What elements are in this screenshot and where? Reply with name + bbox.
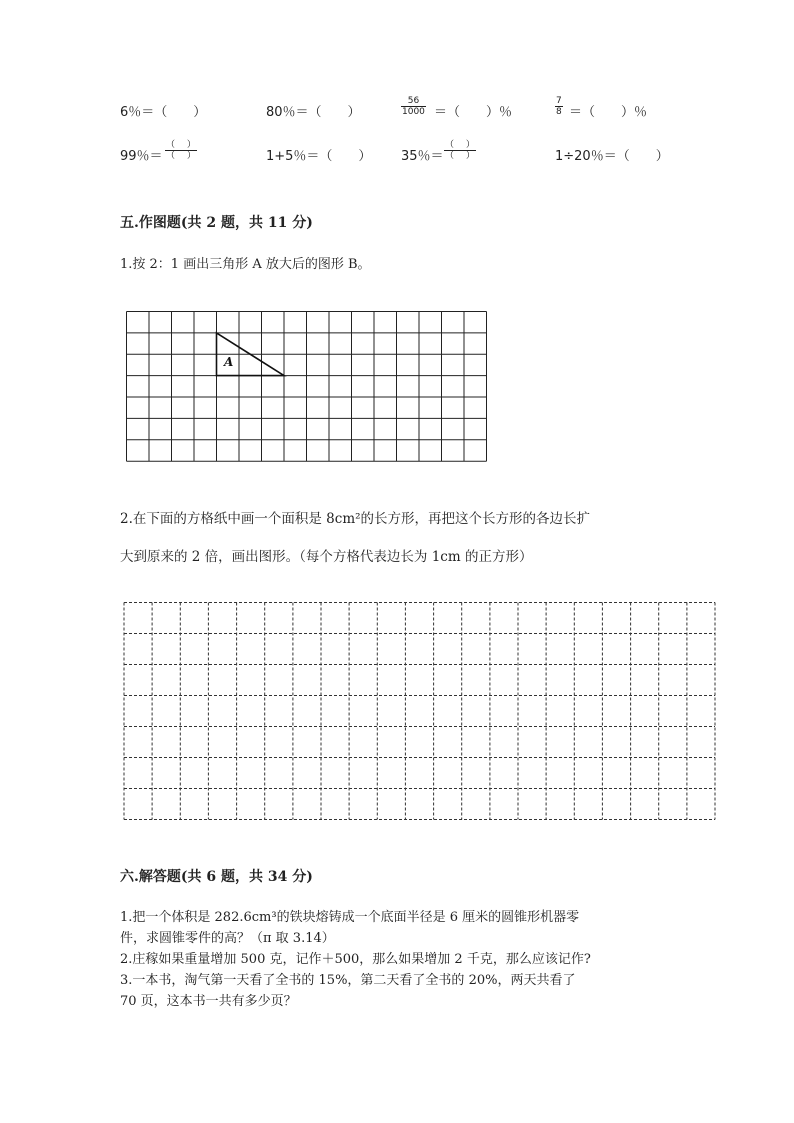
- equation-99-percent: 99％＝: [120, 149, 163, 164]
- fraction-blank: [165, 140, 197, 161]
- fraction-blank: [444, 140, 476, 161]
- equation-1-div-20-percent: 1÷20％＝（ ）: [555, 149, 669, 164]
- section5-question-1: 1.按 2：1 画出三角形 A 放大后的图形 B。: [120, 257, 371, 272]
- fraction-numerator: （ ）: [445, 140, 475, 150]
- equation-6-percent: 6％＝（ ）: [120, 105, 207, 120]
- section5-title: 五.作图题(共 2 题，共 11 分): [120, 215, 313, 231]
- grid-paper-2: [122, 601, 718, 823]
- section6-question-2: 2.庄稼如果重量增加 500 克，记作＋500，那么如果增加 2 千克，那么应该记作?: [120, 952, 591, 967]
- fraction-7-over-8: [555, 96, 563, 117]
- fraction-denominator: 1000: [402, 107, 425, 117]
- equation-56-1000-rest: ＝（ ）％: [434, 105, 513, 120]
- equation-7-8-rest: ＝（ ）％: [569, 105, 648, 120]
- equation-1-plus-5-percent: 1+5％＝（ ）: [266, 149, 372, 164]
- fraction-numerator: （ ）: [166, 140, 196, 150]
- fraction-56-over-1000: [401, 96, 426, 117]
- section5-question-2-line-2: 大到原来的 2 倍，画出图形。（每个方格代表边长为 1cm 的正方形）: [120, 549, 533, 565]
- fraction-denominator: （ ）: [445, 151, 475, 161]
- triangle-a-label: A: [224, 355, 234, 369]
- fraction-numerator: 56: [401, 96, 426, 107]
- fraction-denominator: 8: [556, 107, 562, 117]
- equation-35-percent: 35％＝: [401, 149, 444, 164]
- dashed-grid-lines: [124, 603, 715, 820]
- fraction-denominator: （ ）: [166, 151, 196, 161]
- section6-question-1-line-1: 1.把一个体积是 282.6cm³的铁块熔铸成一个底面半径是 6 厘米的圆锥形机器零: [120, 910, 580, 925]
- section6-question-3-line-1: 3.一本书，淘气第一天看了全书的 15%，第二天看了全书的 20%，两天共看了: [120, 973, 576, 988]
- equation-80-percent: 80％＝（ ）: [266, 105, 361, 120]
- section5-question-2-line-1: 2.在下面的方格纸中画一个面积是 8cm²的长方形，再把这个长方形的各边长扩: [120, 511, 591, 527]
- fraction-numerator: 7: [556, 96, 562, 106]
- section6-question-3-line-2: 70 页，这本书一共有多少页？: [120, 994, 297, 1009]
- section6-title: 六.解答题(共 6 题，共 34 分): [120, 869, 313, 885]
- section6-question-1-line-2: 件，求圆锥零件的高？（π 取 3.14）: [120, 931, 335, 946]
- grid-paper-1: [125, 310, 490, 464]
- grid-lines: [127, 312, 487, 462]
